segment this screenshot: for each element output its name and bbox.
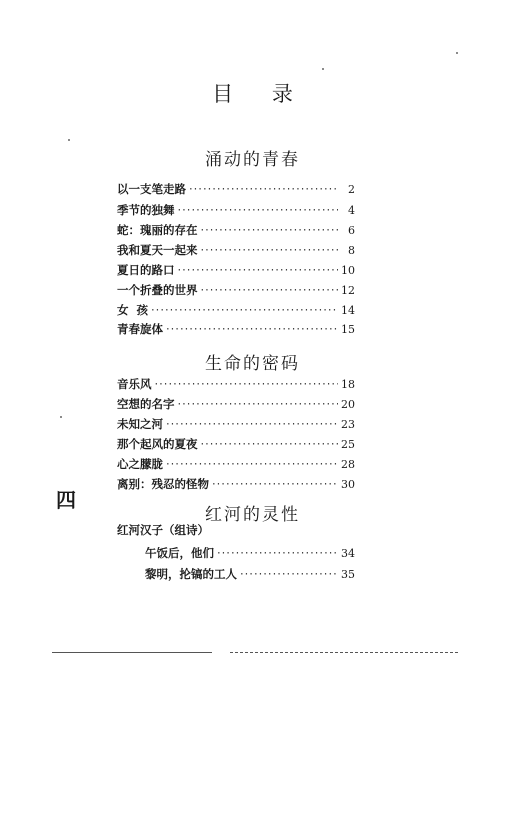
entry-page: 14: [341, 303, 355, 317]
entry-page: 6: [348, 223, 355, 237]
leader-dots: [178, 263, 339, 277]
leader-dots: [201, 223, 339, 237]
entry-title: 离别：残忍的怪物: [117, 477, 209, 491]
toc-entry[interactable]: [145, 565, 355, 583]
entry-page: 30: [341, 477, 355, 491]
entry-title: 黎明，抡镐的工人: [145, 567, 237, 581]
toc-entry[interactable]: [117, 180, 355, 198]
entry-page: 12: [341, 283, 355, 297]
entry-page: 28: [341, 457, 355, 471]
leader-dots: [155, 377, 339, 391]
entry-page: 8: [348, 243, 355, 257]
entry-page: 4: [348, 203, 355, 217]
bottom-rule-right: [230, 652, 458, 653]
leader-dots: [201, 437, 339, 451]
toc-group-heading[interactable]: [117, 521, 355, 539]
toc-entry[interactable]: [117, 201, 355, 219]
toc-entry[interactable]: [117, 455, 355, 473]
entry-title: 空想的名字: [117, 397, 175, 411]
leader-dots: [178, 397, 339, 411]
entry-title: 午饭后，他们: [145, 546, 214, 560]
toc-entry[interactable]: [117, 301, 355, 319]
leader-dots: [201, 283, 339, 297]
section-title: 涌动的青春: [205, 150, 300, 170]
scan-speck: [60, 416, 62, 418]
section-title: 生命的密码: [205, 354, 300, 374]
scan-speck: [456, 52, 458, 54]
entry-title: 蛇：瑰丽的存在: [117, 223, 198, 237]
toc-entry[interactable]: [117, 475, 355, 493]
toc-entry[interactable]: [117, 281, 355, 299]
leader-dots: [240, 567, 338, 581]
toc-entry[interactable]: [117, 241, 355, 259]
leader-dots: [212, 477, 338, 491]
scan-speck: [68, 139, 70, 141]
toc-entry[interactable]: [117, 395, 355, 413]
leader-dots: [178, 203, 339, 217]
entry-title: 心之朦胧: [117, 457, 163, 471]
entry-page: 15: [341, 322, 355, 336]
leader-dots: [201, 243, 339, 257]
toc-entry[interactable]: [145, 544, 355, 562]
entry-title: 以一支笔走路: [117, 182, 186, 196]
toc-entry[interactable]: [117, 415, 355, 433]
entry-page: 10: [341, 263, 355, 277]
toc-entry[interactable]: [117, 261, 355, 279]
scan-speck: [322, 68, 324, 70]
leader-dots: [189, 182, 338, 196]
toc-entry[interactable]: [117, 435, 355, 453]
entry-title: 我和夏天一起来: [117, 243, 198, 257]
entry-page: 23: [341, 417, 355, 431]
group-heading-text: 红河汉子（组诗）: [117, 523, 209, 537]
leader-dots: [166, 457, 338, 471]
page-side-marker: 四: [56, 488, 76, 512]
entry-page: 2: [348, 182, 355, 196]
section-title: 红河的灵性: [205, 505, 300, 525]
toc-entry[interactable]: [117, 320, 355, 338]
toc-entry[interactable]: [117, 221, 355, 239]
entry-page: 25: [341, 437, 355, 451]
toc-entry[interactable]: [117, 375, 355, 393]
entry-page: 18: [341, 377, 355, 391]
page-title: 目 录: [212, 82, 309, 106]
entry-title: 女 孩: [117, 303, 149, 317]
entry-page: 34: [341, 546, 355, 560]
leader-dots: [217, 546, 338, 560]
entry-title: 季节的独舞: [117, 203, 175, 217]
entry-title: 夏日的路口: [117, 263, 175, 277]
entry-title: 那个起风的夏夜: [117, 437, 198, 451]
entry-title: 一个折叠的世界: [117, 283, 198, 297]
leader-dots: [166, 322, 338, 336]
bottom-rule-left: [52, 652, 212, 653]
entry-title: 未知之河: [117, 417, 163, 431]
entry-page: 35: [341, 567, 355, 581]
entry-title: 青春旋体: [117, 322, 163, 336]
leader-dots: [151, 303, 338, 317]
entry-title: 音乐风: [117, 377, 152, 391]
entry-page: 20: [341, 397, 355, 411]
leader-dots: [166, 417, 338, 431]
